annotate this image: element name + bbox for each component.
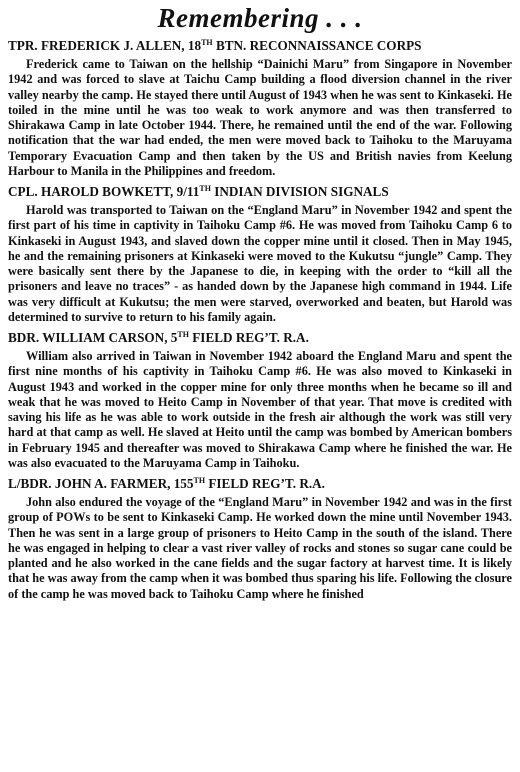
section-farmer [8,476,512,602]
page-title: Remembering . . . [157,3,363,33]
heading-name: L/BDR. JOHN A. FARMER, 155 [8,476,194,491]
heading-ordinal: TH [177,330,189,339]
section-carson [8,330,512,471]
section-allen [8,38,512,179]
section-heading [8,184,512,200]
heading-name: BDR. WILLIAM CARSON, 5 [8,330,178,345]
section-body: John also endured the voyage of the “England Maru” in November 1942 and was in the first group of POWs to be sent to Kinkaseki Camp. He worked down the mine until November 1943. Then he was sent in a large group of prisoners to Heito Camp in the south of the island. There he was engaged in helping to clear a vast river valley of rocks and stones so sugar cane could be planted and he also worked in the cane fields and the sugar factory at harvest time. It is likely that he was away from the camp when it was bombed thus sparing his life. Following the closure of the camp he was moved back to Taihoku Camp where he finished [8,495,512,601]
heading-name: CPL. HAROLD BOWKETT, 9/11 [8,184,200,199]
heading-unit: INDIAN DIVISION SIGNALS [210,184,389,199]
heading-unit: BTN. RECONNAISSANCE CORPS [212,38,422,53]
section-heading [8,38,512,54]
heading-unit: FIELD REG’T. R.A. [205,476,325,491]
heading-ordinal: TH [199,184,211,193]
section-heading [8,330,512,346]
section-body: Harold was transported to Taiwan on the “England Maru” in November 1942 and spent the first part of his time in captivity in Taihoku Camp #6. He was moved from Taihoku Camp 6 to Kinkaseki in August 1943, and slaved down the copper mine until it closed. Then in May 1945, he and the remaining prisoners at Kinkaseki were moved to the Kukutsu “jungle” Camp. They were basically sent there by the Japanese to die, in keeping with the order to “kill all the prisoners and leave no traces” - as handed down by the Japanese high command in 1944. Life was very difficult at Kukutsu; the men were starved, overworked and beaten, but Harold was determined to survive to return to his family again. [8,203,512,324]
section-body: Frederick came to Taiwan on the hellship “Dainichi Maru” from Singapore in November 1942 and was forced to slave at Taichu Camp building a flood diversion channel in the river valley nearby the camp. He stayed there until August of 1943 when he was sent to Kinkaseki. He toiled in the mine until he was too weak to work anymore and was then transferred to Shirakawa Camp in late October 1944. There, he remained until the end of the war. Following notification that the war had ended, the men were moved back to Taihoku to the Maruyama Temporary Evacuation Camp and then taken by the US and British navies from Keelung Harbour to Manila in the Philippines and freedom. [8,57,512,178]
heading-unit: FIELD REG’T. R.A. [188,330,309,345]
heading-name: TPR. FREDERICK J. ALLEN, 18 [8,38,202,53]
heading-ordinal: TH [201,38,213,47]
heading-ordinal: TH [193,476,206,485]
section-heading [8,476,512,492]
section-bowkett [8,184,512,325]
section-body: William also arrived in Taiwan in November 1942 aboard the England Maru and spent the first nine months of his captivity in Taihoku Camp #6. He was also moved to Kinkaseki in August 1943 and worked in the copper mine for only three months when he became so ill and weak that he was moved to Heito Camp in November of that year. That move is credited with saving his life as he was able to work outside in the fresh air although the work was still very hard at that camp as well. He slaved at Heito until the camp was bombed by American bombers in February 1945 and thereafter was moved to Shirakawa Camp where he finished the war. He was also evacuated to the Maruyama Camp in Taihoku. [8,349,512,470]
